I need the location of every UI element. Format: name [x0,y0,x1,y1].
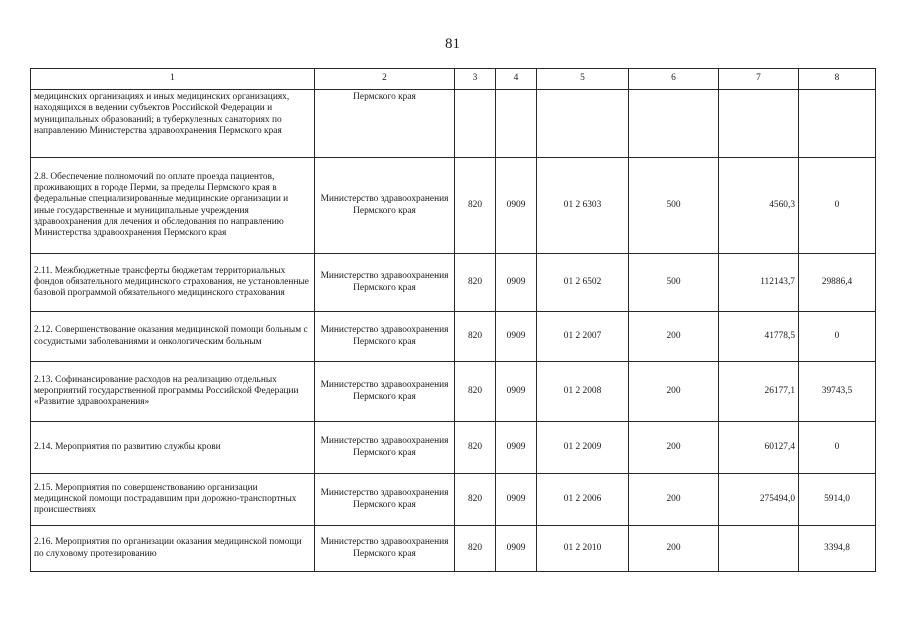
table-row [31,254,876,312]
row-code-4: 0909 [496,526,537,572]
row-amount-7 [719,90,799,158]
table-row [31,362,876,422]
row-amount-7: 41778,5 [719,312,799,362]
row-code-4: 0909 [496,158,537,254]
row-amount-8: 3394,8 [799,526,876,572]
row-organization: Пермского края [315,90,455,158]
row-organization: Министерство здравоохранения Пермского края [315,362,455,422]
row-code-4: 0909 [496,422,537,474]
row-description: медицинских организациях и иных медицинских организациях, находящихся в ведении субъектов Российской Федерации и муниципальных образований; в туберкулезных санаториях по направлению Министерства здравоохранения Пермского края [31,90,315,158]
row-amount-8: 39743,5 [799,362,876,422]
row-description: 2.15. Мероприятия по совершенствованию организации медицинской помощи пострадавшим при дорожно-транспортных происшествиях [31,474,315,526]
row-code-5: 01 2 6502 [537,254,629,312]
column-header-6: 6 [629,69,719,90]
page-number: 81 [445,36,460,52]
row-code-6: 500 [629,158,719,254]
row-code-6: 200 [629,312,719,362]
row-code-6: 500 [629,254,719,312]
row-code-6: 200 [629,526,719,572]
row-organization: Министерство здравоохранения Пермского края [315,474,455,526]
row-code-4: 0909 [496,474,537,526]
row-description: 2.8. Обеспечение полномочий по оплате проезда пациентов, проживающих в городе Перми, за пределы Пермского края в федеральные специализированные медицинские организации и иные государственные и муниципальные учреждения здравоохранения для лечения и обследования по направлению Министерства здравоохранения Пермского края [31,158,315,254]
row-code-5: 01 2 2009 [537,422,629,474]
row-code-5: 01 2 2010 [537,526,629,572]
row-amount-7: 275494,0 [719,474,799,526]
row-code-3: 820 [455,254,496,312]
row-description: 2.14. Мероприятия по развитию службы крови [31,422,315,474]
row-code-4: 0909 [496,312,537,362]
row-amount-8: 5914,0 [799,474,876,526]
row-amount-8: 29886,4 [799,254,876,312]
row-amount-8: 0 [799,158,876,254]
row-organization: Министерство здравоохранения Пермского края [315,422,455,474]
row-code-4: 0909 [496,362,537,422]
column-header-5: 5 [537,69,629,90]
row-code-3 [455,90,496,158]
table-row [31,526,876,572]
row-organization: Министерство здравоохранения Пермского края [315,254,455,312]
column-header-1: 1 [31,69,315,90]
row-code-5: 01 2 2007 [537,312,629,362]
table-row [31,422,876,474]
row-code-6: 200 [629,362,719,422]
row-code-3: 820 [455,422,496,474]
row-code-6 [629,90,719,158]
row-organization: Министерство здравоохранения Пермского края [315,158,455,254]
row-code-3: 820 [455,312,496,362]
row-code-3: 820 [455,158,496,254]
column-header-3: 3 [455,69,496,90]
row-code-5: 01 2 2006 [537,474,629,526]
column-header-4: 4 [496,69,537,90]
header-row [31,69,876,90]
row-description: 2.12. Совершенствование оказания медицинской помощи больным с сосудистыми заболеваниями и онкологическим больным [31,312,315,362]
row-code-5: 01 2 2008 [537,362,629,422]
row-amount-8: 0 [799,422,876,474]
row-code-3: 820 [455,362,496,422]
row-amount-8 [799,90,876,158]
row-amount-7: 26177,1 [719,362,799,422]
table-row [31,90,876,158]
row-code-3: 820 [455,474,496,526]
row-amount-7: 60127,4 [719,422,799,474]
column-header-7: 7 [719,69,799,90]
row-code-6: 200 [629,422,719,474]
row-organization: Министерство здравоохранения Пермского края [315,312,455,362]
row-amount-7: 4560,3 [719,158,799,254]
table-row [31,312,876,362]
column-header-8: 8 [799,69,876,90]
row-description: 2.16. Мероприятия по организации оказания медицинской помощи по слуховому протезированию [31,526,315,572]
row-description: 2.13. Софинансирование расходов на реализацию отдельных мероприятий государственной программы Российской Федерации «Развитие здравоохранения» [31,362,315,422]
row-description: 2.11. Межбюджетные трансферты бюджетам территориальных фондов обязательного медицинского страхования, не установленные базовой программой обязательного медицинского страхования [31,254,315,312]
row-code-3: 820 [455,526,496,572]
row-amount-7: 112143,7 [719,254,799,312]
row-code-6: 200 [629,474,719,526]
budget-table [30,68,876,572]
table-row [31,474,876,526]
row-code-4: 0909 [496,254,537,312]
row-code-5 [537,90,629,158]
row-amount-7 [719,526,799,572]
row-organization: Министерство здравоохранения Пермского края [315,526,455,572]
row-code-4 [496,90,537,158]
row-code-5: 01 2 6303 [537,158,629,254]
table-row [31,158,876,254]
column-header-2: 2 [315,69,455,90]
row-amount-8: 0 [799,312,876,362]
